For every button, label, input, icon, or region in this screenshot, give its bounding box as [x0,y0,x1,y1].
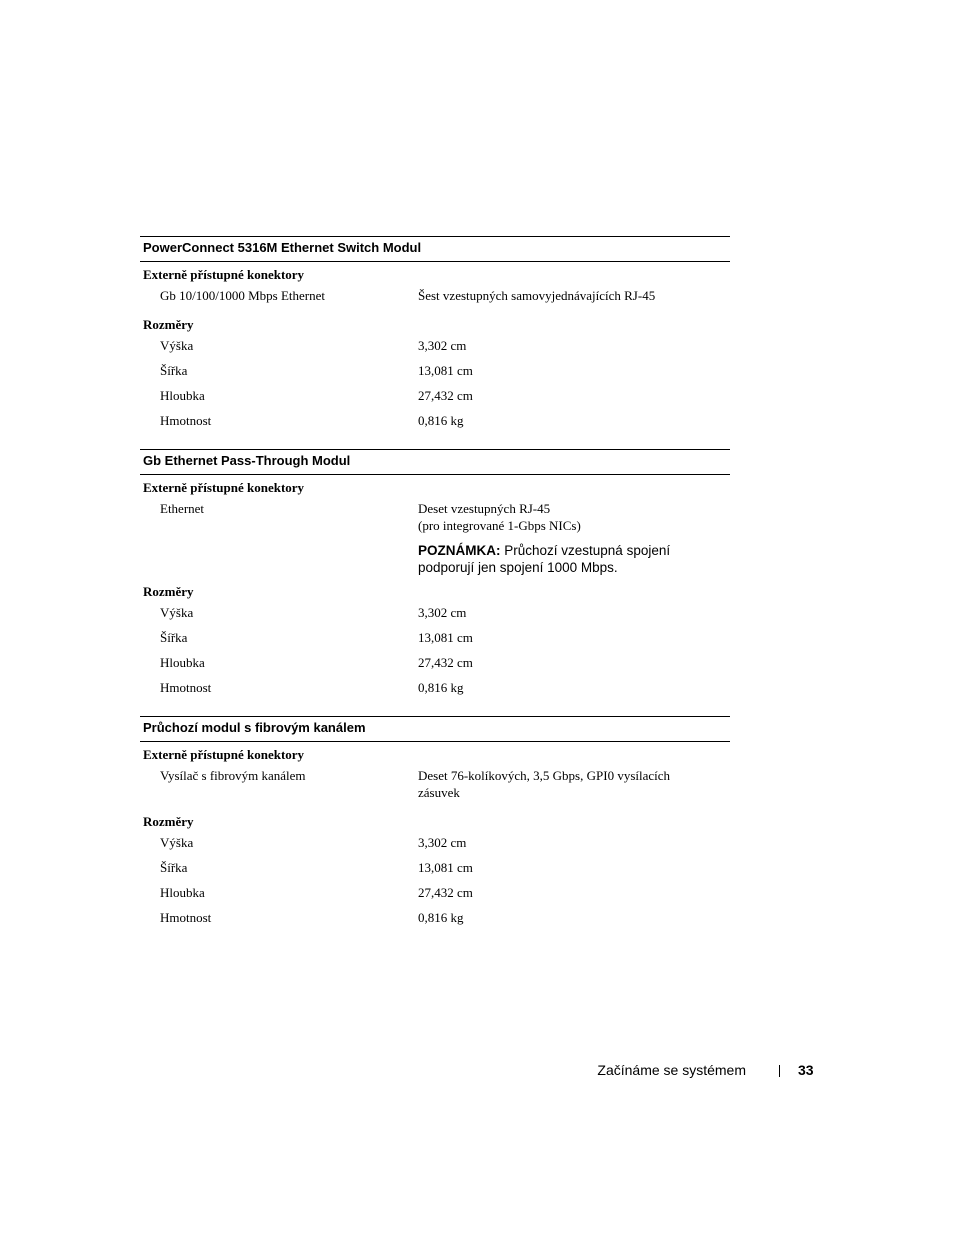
spec-label: Hmotnost [160,413,212,428]
spec-label: Vysílač s fibrovým kanálem [160,768,306,783]
spec-section-passthrough [140,449,730,704]
connectors-heading: Externě přístupné konektory [143,480,305,495]
note-row [140,542,730,576]
spec-section-powerconnect [140,236,730,437]
spec-label: Hloubka [160,885,205,900]
spec-value: 27,432 cm [418,885,473,900]
dimensions-heading: Rozměry [143,584,194,599]
spec-value: 13,081 cm [418,363,473,378]
spec-label: Výška [160,338,194,353]
spec-label: Ethernet [160,501,205,516]
footer-separator [779,1065,780,1077]
spec-value-line: Deset vzestupných RJ-45 [418,501,551,516]
footer-title: Začínáme se systémem [597,1062,746,1078]
spec-value: 13,081 cm [418,860,473,875]
spec-row [140,412,730,437]
spec-label: Výška [160,605,194,620]
spec-label: Hmotnost [160,910,212,925]
spec-value [418,500,730,542]
note-label: POZNÁMKA: [418,543,501,558]
spec-row [140,604,730,629]
connectors-heading: Externě přístupné konektory [143,267,305,282]
spec-value [418,767,730,809]
spec-value: 3,302 cm [418,338,467,353]
spec-value: 27,432 cm [418,655,473,670]
dimensions-heading: Rozměry [143,814,194,829]
note [418,542,708,576]
section-title: Gb Ethernet Pass-Through Modul [140,449,730,475]
page-footer [560,1061,816,1081]
spec-row [140,629,730,654]
spec-row [140,337,730,362]
spec-value-line: zásuvek [418,785,460,800]
spec-row [140,387,730,412]
note-text: Průchozí vzestupná spojení podporují jen spojení 1000 Mbps. [418,543,671,575]
section-title: PowerConnect 5316M Ethernet Switch Modul [140,236,730,262]
spec-value: 3,302 cm [418,605,467,620]
spec-document [140,236,730,934]
spec-label: Šířka [160,860,188,875]
page-number: 33 [798,1062,814,1078]
section-title: Průchozí modul s fibrovým kanálem [140,716,730,742]
spec-row [140,654,730,679]
dimensions-heading: Rozměry [143,317,194,332]
spec-value: 0,816 kg [418,680,464,695]
spec-value: 0,816 kg [418,413,464,428]
spec-label: Hloubka [160,388,205,403]
spec-value: 3,302 cm [418,835,467,850]
spec-value-line: (pro integrované 1-Gbps NICs) [418,518,581,533]
spec-value: 0,816 kg [418,910,464,925]
spec-row [140,859,730,884]
spec-row [140,767,730,809]
spec-row [140,287,730,312]
spec-row [140,500,730,542]
spec-label: Hmotnost [160,680,212,695]
spec-row [140,362,730,387]
spec-value: Šest vzestupných samovyjednávajících RJ-45 [418,288,656,303]
spec-section-fibre-channel [140,716,730,934]
spec-value: 27,432 cm [418,388,473,403]
spec-row [140,909,730,934]
connectors-heading: Externě přístupné konektory [143,747,305,762]
spec-row [140,679,730,704]
spec-label: Šířka [160,630,188,645]
spec-label: Gb 10/100/1000 Mbps Ethernet [160,288,326,303]
spec-row [140,834,730,859]
spec-value-line: Deset 76-kolíkových, 3,5 Gbps, GPI0 vysílacích [418,768,671,783]
spec-label: Hloubka [160,655,205,670]
spec-value: 13,081 cm [418,630,473,645]
spec-label: Šířka [160,363,188,378]
spec-label: Výška [160,835,194,850]
spec-row [140,884,730,909]
